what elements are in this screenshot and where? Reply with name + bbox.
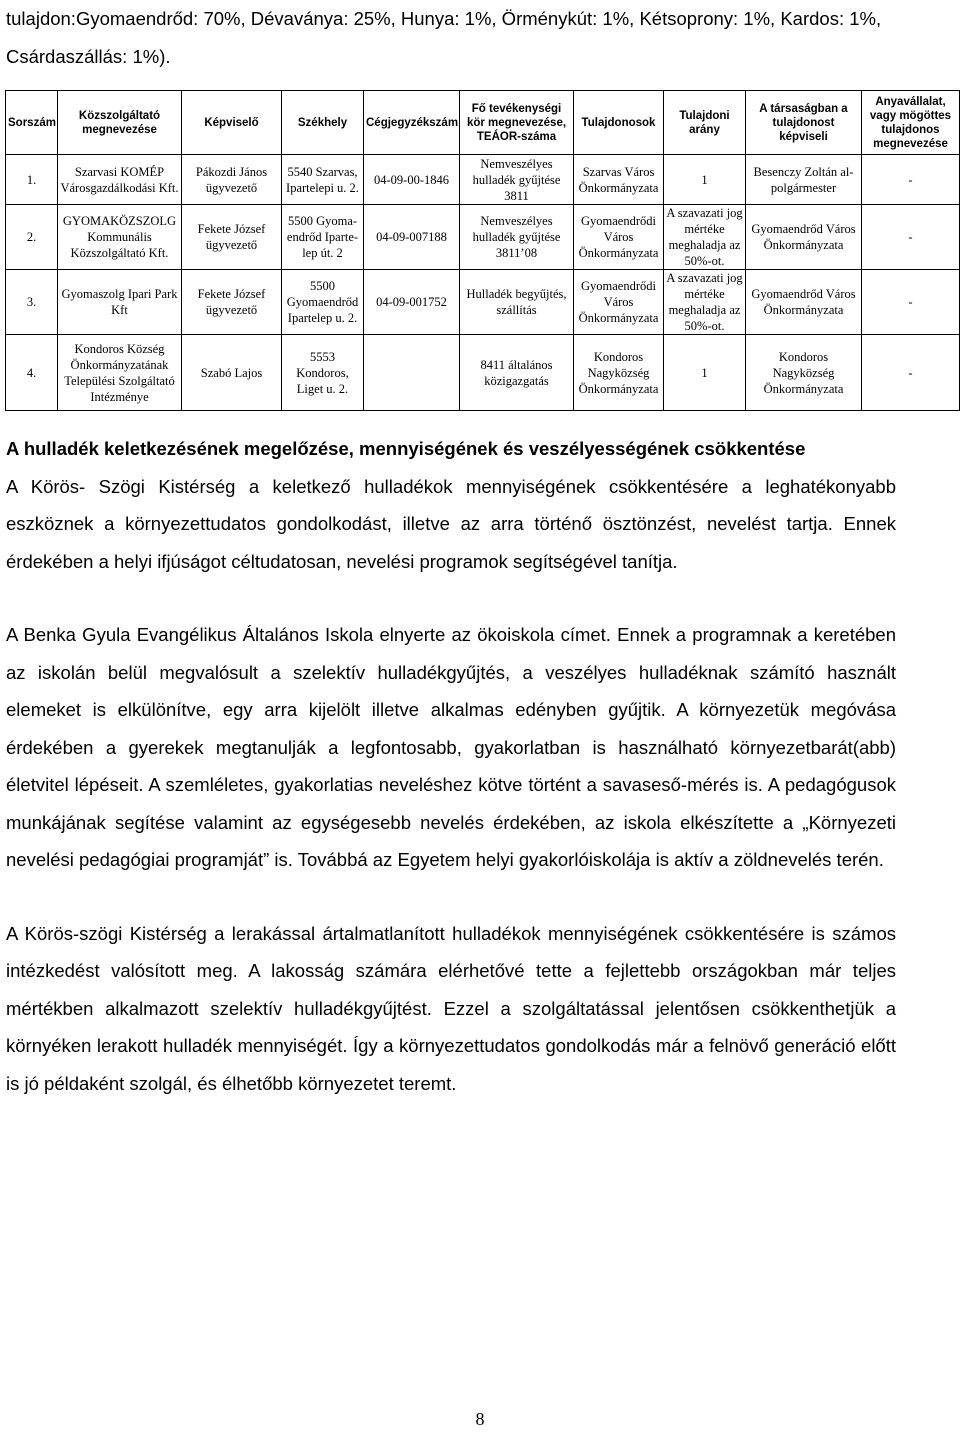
table-cell: Hulladék begyűjtés, szállítás [460,270,574,335]
table-cell: 1 [664,155,746,205]
table-cell: Kondoros Nagyközség Önkormányzata [574,335,664,411]
service-providers-table [5,90,960,411]
table-cell: Gyomaszolg Ipari Park Kft [58,270,182,335]
table-cell: Szarvasi KOMÉP Városgazdálkodási Kft. [58,155,182,205]
table-cell: 04-09-001752 [364,270,460,335]
paragraph: A Körös-szögi Kistérség a lerakással ártalmatlanított hulladékok mennyiségének csökkentésére is számos intézkedést valósított meg. A lakosság számára elérhetővé tette a fejlettebb országokban már teljes mértékben alkalmazott szelektív hulladékgyűjtést. Ezzel a szolgáltatással jelentősen csökkenthetjük a környéken lerakott hulladék mennyiségét. Így a környezettudatos gondolkodás már a felnövő generáció előtt is jó példaként szolgál, és élhetőbb környezetet teremt. [6,922,896,1094]
waste-prevention-section [6,430,896,1102]
paragraph-spacer [6,580,896,616]
table-cell: 5500 Gyomaendrőd Ipartelep u. 2. [282,270,364,335]
page-number: 8 [475,1409,485,1429]
table-cell: 1 [664,335,746,411]
table-cell: 2. [6,205,58,270]
header-cell: Fő tevékenységi kör megnevezése, TEÁOR-száma [460,91,574,155]
paragraph: A Körös- Szögi Kistérség a keletkező hulladékok mennyiségének csökkentésére a leghatékonyabb eszköznek a környezettudatos gondolkodást, illetve az arra történő ösztönzést, nevelést tartja. Ennek érdekében a helyi ifjúságot céltudatosan, nevelési programok segítségével tanítja. [6,475,896,572]
table-cell: Fekete József ügyvezető [182,270,282,335]
paragraph-spacer [6,879,896,915]
section-heading: A hulladék keletkezésének megelőzése, mennyiségének és veszélyességének csökkentése [6,438,806,459]
header-cell: Tulajdonosok [574,91,664,155]
table-cell: - [862,155,960,205]
intro-text: tulajdon:Gyomaendrőd: 70%, Dévaványa: 25%, Hunya: 1%, Örménykút: 1%, Kétsoprony: 1%, Kardos: 1%, Csárdaszállás: 1%). [6,8,882,67]
table-cell: 5540 Szarvas, Ipartelepi u. 2. [282,155,364,205]
header-cell: Képviselő [182,91,282,155]
table-cell: Gyomaendrődi Város Önkormányzata [574,270,664,335]
table-cell: 5553 Kondoros, Liget u. 2. [282,335,364,411]
table-cell: Pákozdi János ügyvezető [182,155,282,205]
table-cell: 8411 általános közigazgatás [460,335,574,411]
table-cell: 3. [6,270,58,335]
table-cell: GYOMAKÖZSZOLG Kommunális Közszolgáltató Kft. [58,205,182,270]
header-cell: Cégjegyzékszám [364,91,460,155]
table-cell: Nemveszélyes hulladék gyűjtése 3811’08 [460,205,574,270]
table-cell: 5500 Gyoma-endrőd Iparte-lep út. 2 [282,205,364,270]
table-cell: Szabó Lajos [182,335,282,411]
table-header-row [6,91,960,155]
table-row [6,270,960,335]
table-row [6,335,960,411]
table-cell: 04-09-007188 [364,205,460,270]
table-cell: 1. [6,155,58,205]
table-cell: - [862,205,960,270]
header-cell: Közszolgáltató megnevezése [58,91,182,155]
header-cell: Anyavállalat, vagy mögöttes tulajdonos megnevezése [862,91,960,155]
table-cell: Gyomaendrődi Város Önkormányzata [574,205,664,270]
table-cell: - [862,270,960,335]
header-cell: Sorszám [6,91,58,155]
table-cell: Kondoros Nagyközség Önkormányzata [746,335,862,411]
header-cell: A társaságban a tulajdonost képviseli [746,91,862,155]
table-cell: Fekete József ügyvezető [182,205,282,270]
table-cell: Gyomaendrőd Város Önkormányzata [746,270,862,335]
table-cell: 04-09-00-1846 [364,155,460,205]
table-cell: Kondoros Község Önkormányzatának Települési Szolgáltató Intézménye [58,335,182,411]
header-cell: Székhely [282,91,364,155]
table-cell: Nemveszélyes hulladék gyűjtése 3811 [460,155,574,205]
table-cell: 4. [6,335,58,411]
table-cell: A szavazati jog mértéke meghaladja az 50%-ot. [664,205,746,270]
table-row [6,155,960,205]
table-cell: Gyomaendrőd Város Önkormányzata [746,205,862,270]
table-cell: Szarvas Város Önkormányzata [574,155,664,205]
table-cell: - [862,335,960,411]
table-cell: Besenczy Zoltán al-polgármester [746,155,862,205]
table-cell [364,335,460,411]
paragraph: A Benka Gyula Evangélikus Általános Iskola elnyerte az ökoiskola címet. Ennek a programnak a keretében az iskolán belül megvalósult a szelektív hulladékgyűjtés, a veszélyes hulladéknak számító használt elemeket is elkülönítve, egy arra kijelölt illetve alkalmas edényben gyűjtik. A környezetük megóvása érdekében a gyerekek megtanulják a legfontosabb, gyakorlatban is használható környezetbarát(abb) életvitel lépéseit. A szemléletes, gyakorlatias neveléshez kötve történt a savaseső-mérés is. A pedagógusok munkájának segítése valamint az egységesebb nevelés érdekében, az iskola elkészítette a „Környezeti nevelési pedagógiai programját” is. Továbbá az Egyetem helyi gyakorlóiskolája is aktív a zöldnevelés terén. [6,624,896,870]
header-cell: Tulajdoni arány [664,91,746,155]
table-row [6,205,960,270]
table-cell: A szavazati jog mértéke meghaladja az 50%-ot. [664,270,746,335]
